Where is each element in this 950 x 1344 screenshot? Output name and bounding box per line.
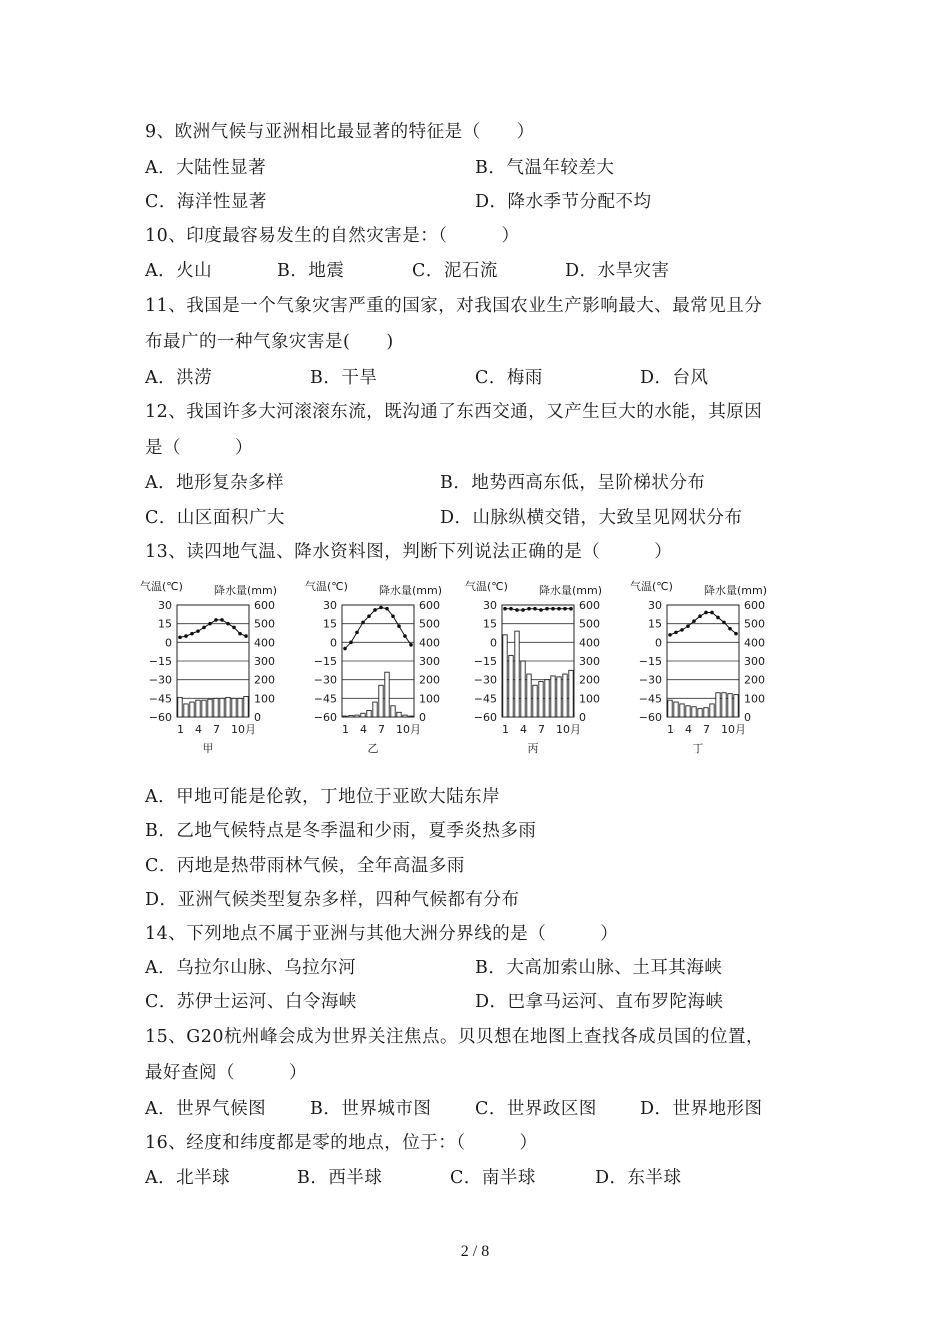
temp-tick-label: −15 <box>473 655 497 668</box>
q15-option-b: B．世界城市图 <box>310 1099 432 1119</box>
temp-tick-label: 0 <box>655 636 662 650</box>
q11-option-b: B．干旱 <box>310 368 378 388</box>
precip-bar <box>716 693 720 717</box>
precip-bar <box>680 704 684 717</box>
q12-option-d: D．山脉纵横交错，大致呈见网状分布 <box>440 508 743 528</box>
q16-option-a: A．北半球 <box>145 1168 231 1188</box>
temp-tick-label: −45 <box>313 692 337 706</box>
precip-tick-label: 200 <box>419 673 440 687</box>
precip-tick-label: 100 <box>744 692 765 706</box>
temp-tick-label: 15 <box>158 617 172 631</box>
precip-bar <box>563 674 567 717</box>
temp-tick-label: −60 <box>148 711 172 724</box>
precip-bar <box>527 674 531 717</box>
q9-option-c: C．海洋性显著 <box>145 192 267 212</box>
temperature-point <box>539 608 543 612</box>
climate-chart-1 <box>140 579 277 755</box>
right-axis-label: 降水量(mm) <box>378 584 442 597</box>
month-tick-label: 7 <box>538 723 545 736</box>
precip-bar <box>373 702 377 717</box>
temp-tick-label: 15 <box>323 617 337 631</box>
temperature-point <box>551 607 555 611</box>
q14-stem: 14、下列地点不属于亚洲与其他大洲分界线的是（ ） <box>145 924 619 944</box>
precip-tick-label: 200 <box>579 673 600 687</box>
chart-title: 丙 <box>527 742 539 755</box>
precip-bar <box>385 672 389 717</box>
temperature-point <box>379 606 383 610</box>
q12-stem-line2: 是（ ） <box>145 438 253 458</box>
temperature-point <box>692 619 696 623</box>
temperature-point <box>409 643 413 647</box>
precip-tick-label: 300 <box>579 655 600 668</box>
month-tick-label: 4 <box>195 723 202 736</box>
month-tick-label: 7 <box>703 723 710 736</box>
temperature-point <box>563 607 567 611</box>
temperature-point <box>569 607 573 611</box>
q15-option-a: A．世界气候图 <box>145 1099 267 1119</box>
month-tick-label: 1 <box>667 723 674 736</box>
temperature-point <box>226 622 230 626</box>
precip-bar <box>533 685 537 717</box>
month-tick-label: 1 <box>177 723 184 736</box>
precip-tick-label: 500 <box>419 617 440 631</box>
temp-tick-label: 0 <box>330 636 337 650</box>
precip-tick-label: 500 <box>579 617 600 631</box>
temp-tick-label: 30 <box>648 599 662 612</box>
precip-bar <box>722 693 726 717</box>
q13-option-c: C．丙地是热带雨林气候，全年高温多雨 <box>145 856 465 876</box>
precip-bar <box>545 680 549 717</box>
precip-tick-label: 0 <box>419 711 426 724</box>
q16-option-d: D．东半球 <box>595 1168 682 1188</box>
precip-bar <box>220 698 224 717</box>
q13-stem: 13、读四地气温、降水资料图，判断下列说法正确的是（ ） <box>145 542 673 562</box>
precip-tick-label: 600 <box>254 599 275 612</box>
precip-bar <box>668 700 672 717</box>
temperature-point <box>220 618 224 622</box>
temperature-point <box>515 608 519 612</box>
month-tick-label: 10月 <box>231 723 256 736</box>
precip-bar <box>569 670 573 717</box>
precip-bar <box>704 708 708 717</box>
temp-tick-label: 0 <box>490 636 497 650</box>
left-axis-label: 气温(℃) <box>630 580 673 593</box>
precip-tick-label: 100 <box>579 692 600 706</box>
temp-tick-label: −45 <box>638 692 662 706</box>
temperature-point <box>680 628 684 632</box>
temp-tick-label: −60 <box>473 711 497 724</box>
temp-tick-label: −45 <box>473 692 497 706</box>
temperature-point <box>527 607 531 611</box>
q15-stem-line2: 最好查阅（ ） <box>145 1063 307 1083</box>
temperature-point <box>503 607 507 611</box>
temp-tick-label: 30 <box>483 599 497 612</box>
precip-bar <box>521 661 525 717</box>
precip-bar <box>226 697 230 717</box>
month-tick-label: 4 <box>360 723 367 736</box>
precip-bar <box>232 698 236 717</box>
right-axis-label: 降水量(mm) <box>213 584 277 597</box>
precip-tick-label: 600 <box>579 599 600 612</box>
precip-tick-label: 100 <box>419 692 440 706</box>
temperature-point <box>698 614 702 618</box>
q10-option-a: A．火山 <box>145 261 213 281</box>
precip-tick-label: 300 <box>419 655 440 668</box>
temperature-point <box>668 633 672 637</box>
precip-tick-label: 500 <box>744 617 765 631</box>
q10-stem: 10、印度最容易发生的自然灾害是：（ ） <box>145 226 520 246</box>
precip-tick-label: 500 <box>254 617 275 631</box>
precip-bar <box>202 700 206 717</box>
precip-tick-label: 200 <box>254 673 275 687</box>
temperature-point <box>196 629 200 633</box>
q14-option-b: B．大高加索山脉、土耳其海峡 <box>475 958 723 978</box>
precip-bar <box>551 676 555 717</box>
q9-option-a: A．大陆性显著 <box>145 158 267 178</box>
temperature-point <box>686 624 690 628</box>
precip-tick-label: 400 <box>744 636 765 650</box>
temperature-point <box>367 614 371 618</box>
q11-option-d: D．台风 <box>640 368 709 388</box>
temperature-point <box>704 611 708 615</box>
precip-tick-label: 300 <box>254 655 275 668</box>
temp-tick-label: −15 <box>313 655 337 668</box>
month-tick-label: 10月 <box>556 723 581 736</box>
left-axis-label: 气温(℃) <box>305 580 348 593</box>
climate-chart-4 <box>630 579 767 755</box>
precip-tick-label: 100 <box>254 692 275 706</box>
q11-stem-line1: 11、我国是一个气象灾害严重的国家，对我国农业生产影响最大、最常见且分 <box>145 296 763 316</box>
left-axis-label: 气温(℃) <box>140 580 183 593</box>
precip-bar <box>698 709 702 717</box>
month-tick-label: 7 <box>213 723 220 736</box>
temp-tick-label: −15 <box>638 655 662 668</box>
precip-bar <box>391 706 395 717</box>
precip-bar <box>208 699 212 717</box>
precip-bar <box>397 712 401 717</box>
temperature-point <box>509 607 513 611</box>
precip-tick-label: 0 <box>579 711 586 724</box>
temp-tick-label: 0 <box>165 636 172 650</box>
page-number: 2 / 8 <box>460 1243 490 1260</box>
q16-option-c: C．南半球 <box>450 1168 536 1188</box>
q9-option-b: B．气温年较差大 <box>475 158 615 178</box>
temperature-point <box>190 632 194 636</box>
temperature-point <box>728 627 732 631</box>
temp-tick-label: 30 <box>323 599 337 612</box>
precip-bar <box>710 704 714 717</box>
month-tick-label: 4 <box>685 723 692 736</box>
month-tick-label: 10月 <box>396 723 421 736</box>
q16-stem: 16、经度和纬度都是零的地点，位于：（ ） <box>145 1133 538 1153</box>
temperature-point <box>355 631 359 635</box>
q11-stem-line2: 布最广的一种气象灾害是( ) <box>145 332 394 352</box>
precip-bar <box>734 695 738 717</box>
precip-bar <box>557 677 561 717</box>
temperature-point <box>232 626 236 630</box>
temperature-point <box>545 607 549 611</box>
temperature-line <box>505 609 571 610</box>
q15-option-d: D．世界地形图 <box>640 1099 763 1119</box>
q12-stem-line1: 12、我国许多大河滚滚东流，既沟通了东西交通，又产生巨大的水能，其原因 <box>145 402 763 422</box>
temperature-point <box>521 608 525 612</box>
climate-chart-3 <box>465 579 602 755</box>
left-axis-label: 气温(℃) <box>465 580 508 593</box>
temperature-point <box>178 636 182 640</box>
precip-bar <box>686 706 690 717</box>
precip-bar <box>190 702 194 717</box>
temperature-point <box>244 634 248 638</box>
precip-bar <box>367 710 371 717</box>
q12-option-c: C．山区面积广大 <box>145 508 285 528</box>
precip-tick-label: 400 <box>419 636 440 650</box>
right-axis-label: 降水量(mm) <box>538 584 602 597</box>
temperature-point <box>734 632 738 636</box>
temperature-point <box>343 647 347 651</box>
temp-tick-label: −30 <box>148 673 172 687</box>
temp-tick-label: 15 <box>648 617 662 631</box>
right-axis-label: 降水量(mm) <box>703 584 767 597</box>
q14-option-a: A．乌拉尔山脉、乌拉尔河 <box>145 958 357 978</box>
precip-bar <box>403 715 407 717</box>
q14-option-d: D．巴拿马运河、直布罗陀海峡 <box>475 992 724 1012</box>
precip-bar <box>509 655 513 717</box>
temperature-point <box>722 621 726 625</box>
chart-title: 乙 <box>367 742 379 755</box>
temperature-point <box>238 632 242 636</box>
precip-bar <box>692 707 696 717</box>
precip-bar <box>503 635 507 717</box>
temperature-point <box>361 621 365 625</box>
q13-option-b: B．乙地气候特点是冬季温和少雨，夏季炎热多雨 <box>145 821 537 841</box>
q14-option-c: C．苏伊士运河、白令海峡 <box>145 992 357 1012</box>
temp-tick-label: −30 <box>313 673 337 687</box>
q15-option-c: C．世界政区图 <box>475 1099 597 1119</box>
precip-bar <box>214 698 218 717</box>
month-tick-label: 1 <box>342 723 349 736</box>
temperature-point <box>208 622 212 626</box>
precip-tick-label: 200 <box>744 673 765 687</box>
temperature-point <box>397 624 401 628</box>
precip-bar <box>409 716 413 717</box>
month-tick-label: 4 <box>520 723 527 736</box>
temperature-point <box>716 616 720 620</box>
temp-tick-label: −60 <box>313 711 337 724</box>
month-tick-label: 1 <box>502 723 509 736</box>
temperature-point <box>385 607 389 611</box>
temperature-point <box>202 626 206 630</box>
temp-tick-label: −60 <box>638 711 662 724</box>
q10-option-c: C．泥石流 <box>412 261 498 281</box>
q9-stem: 9、欧洲气候与亚洲相比最显著的特征是（ ） <box>145 122 535 142</box>
temp-tick-label: 15 <box>483 617 497 631</box>
temp-tick-label: −45 <box>148 692 172 706</box>
chart-title: 甲 <box>202 742 214 755</box>
temperature-point <box>557 607 561 611</box>
q15-stem-line1: 15、G20杭州峰会成为世界关注焦点。贝贝想在地图上查找各成员国的位置， <box>145 1027 765 1047</box>
q10-option-d: D．水旱灾害 <box>565 261 670 281</box>
q11-option-a: A．洪涝 <box>145 368 213 388</box>
climate-chart-2 <box>305 579 442 755</box>
precip-tick-label: 0 <box>744 711 751 724</box>
month-tick-label: 7 <box>378 723 385 736</box>
precip-bar <box>178 697 182 717</box>
q9-option-d: D．降水季节分配不均 <box>475 192 652 212</box>
temperature-point <box>391 614 395 618</box>
precip-tick-label: 0 <box>254 711 261 724</box>
temperature-point <box>674 631 678 635</box>
temperature-point <box>403 634 407 638</box>
precip-tick-label: 300 <box>744 655 765 668</box>
q11-option-c: C．梅雨 <box>475 368 543 388</box>
temp-tick-label: −30 <box>638 673 662 687</box>
precip-tick-label: 400 <box>579 636 600 650</box>
q16-option-b: B．西半球 <box>297 1168 383 1188</box>
q12-option-b: B．地势西高东低，呈阶梯状分布 <box>440 473 706 493</box>
q12-option-a: A．地形复杂多样 <box>145 473 285 493</box>
precip-bar <box>674 702 678 717</box>
precip-bar <box>379 685 383 717</box>
temp-tick-label: 30 <box>158 599 172 612</box>
precip-bar <box>238 698 242 717</box>
precip-tick-label: 600 <box>744 599 765 612</box>
precip-bar <box>539 682 543 717</box>
q13-option-a: A．甲地可能是伦敦，丁地位于亚欧大陆东岸 <box>145 787 501 807</box>
precip-bar <box>355 715 359 717</box>
temp-tick-label: −15 <box>148 655 172 668</box>
precip-bar <box>728 694 732 717</box>
precip-bar <box>184 704 188 717</box>
q13-option-d: D．亚洲气候类型复杂多样，四种气候都有分布 <box>145 890 520 910</box>
precip-bar <box>343 716 347 717</box>
temperature-point <box>184 634 188 638</box>
precip-bar <box>244 696 248 717</box>
precip-tick-label: 400 <box>254 636 275 650</box>
temperature-point <box>214 618 218 622</box>
temperature-point <box>533 607 537 611</box>
temperature-point <box>349 641 353 645</box>
precip-bar <box>349 716 353 717</box>
chart-title: 丁 <box>692 742 704 755</box>
precip-bar <box>196 700 200 717</box>
q10-option-b: B．地震 <box>277 261 345 281</box>
temperature-line <box>180 620 246 637</box>
month-tick-label: 10月 <box>721 723 746 736</box>
temperature-point <box>710 611 714 615</box>
precip-tick-label: 600 <box>419 599 440 612</box>
climate-charts <box>140 572 790 762</box>
temp-tick-label: −30 <box>473 673 497 687</box>
precip-bar <box>515 631 519 717</box>
precip-bar <box>361 713 365 717</box>
temperature-point <box>373 608 377 612</box>
